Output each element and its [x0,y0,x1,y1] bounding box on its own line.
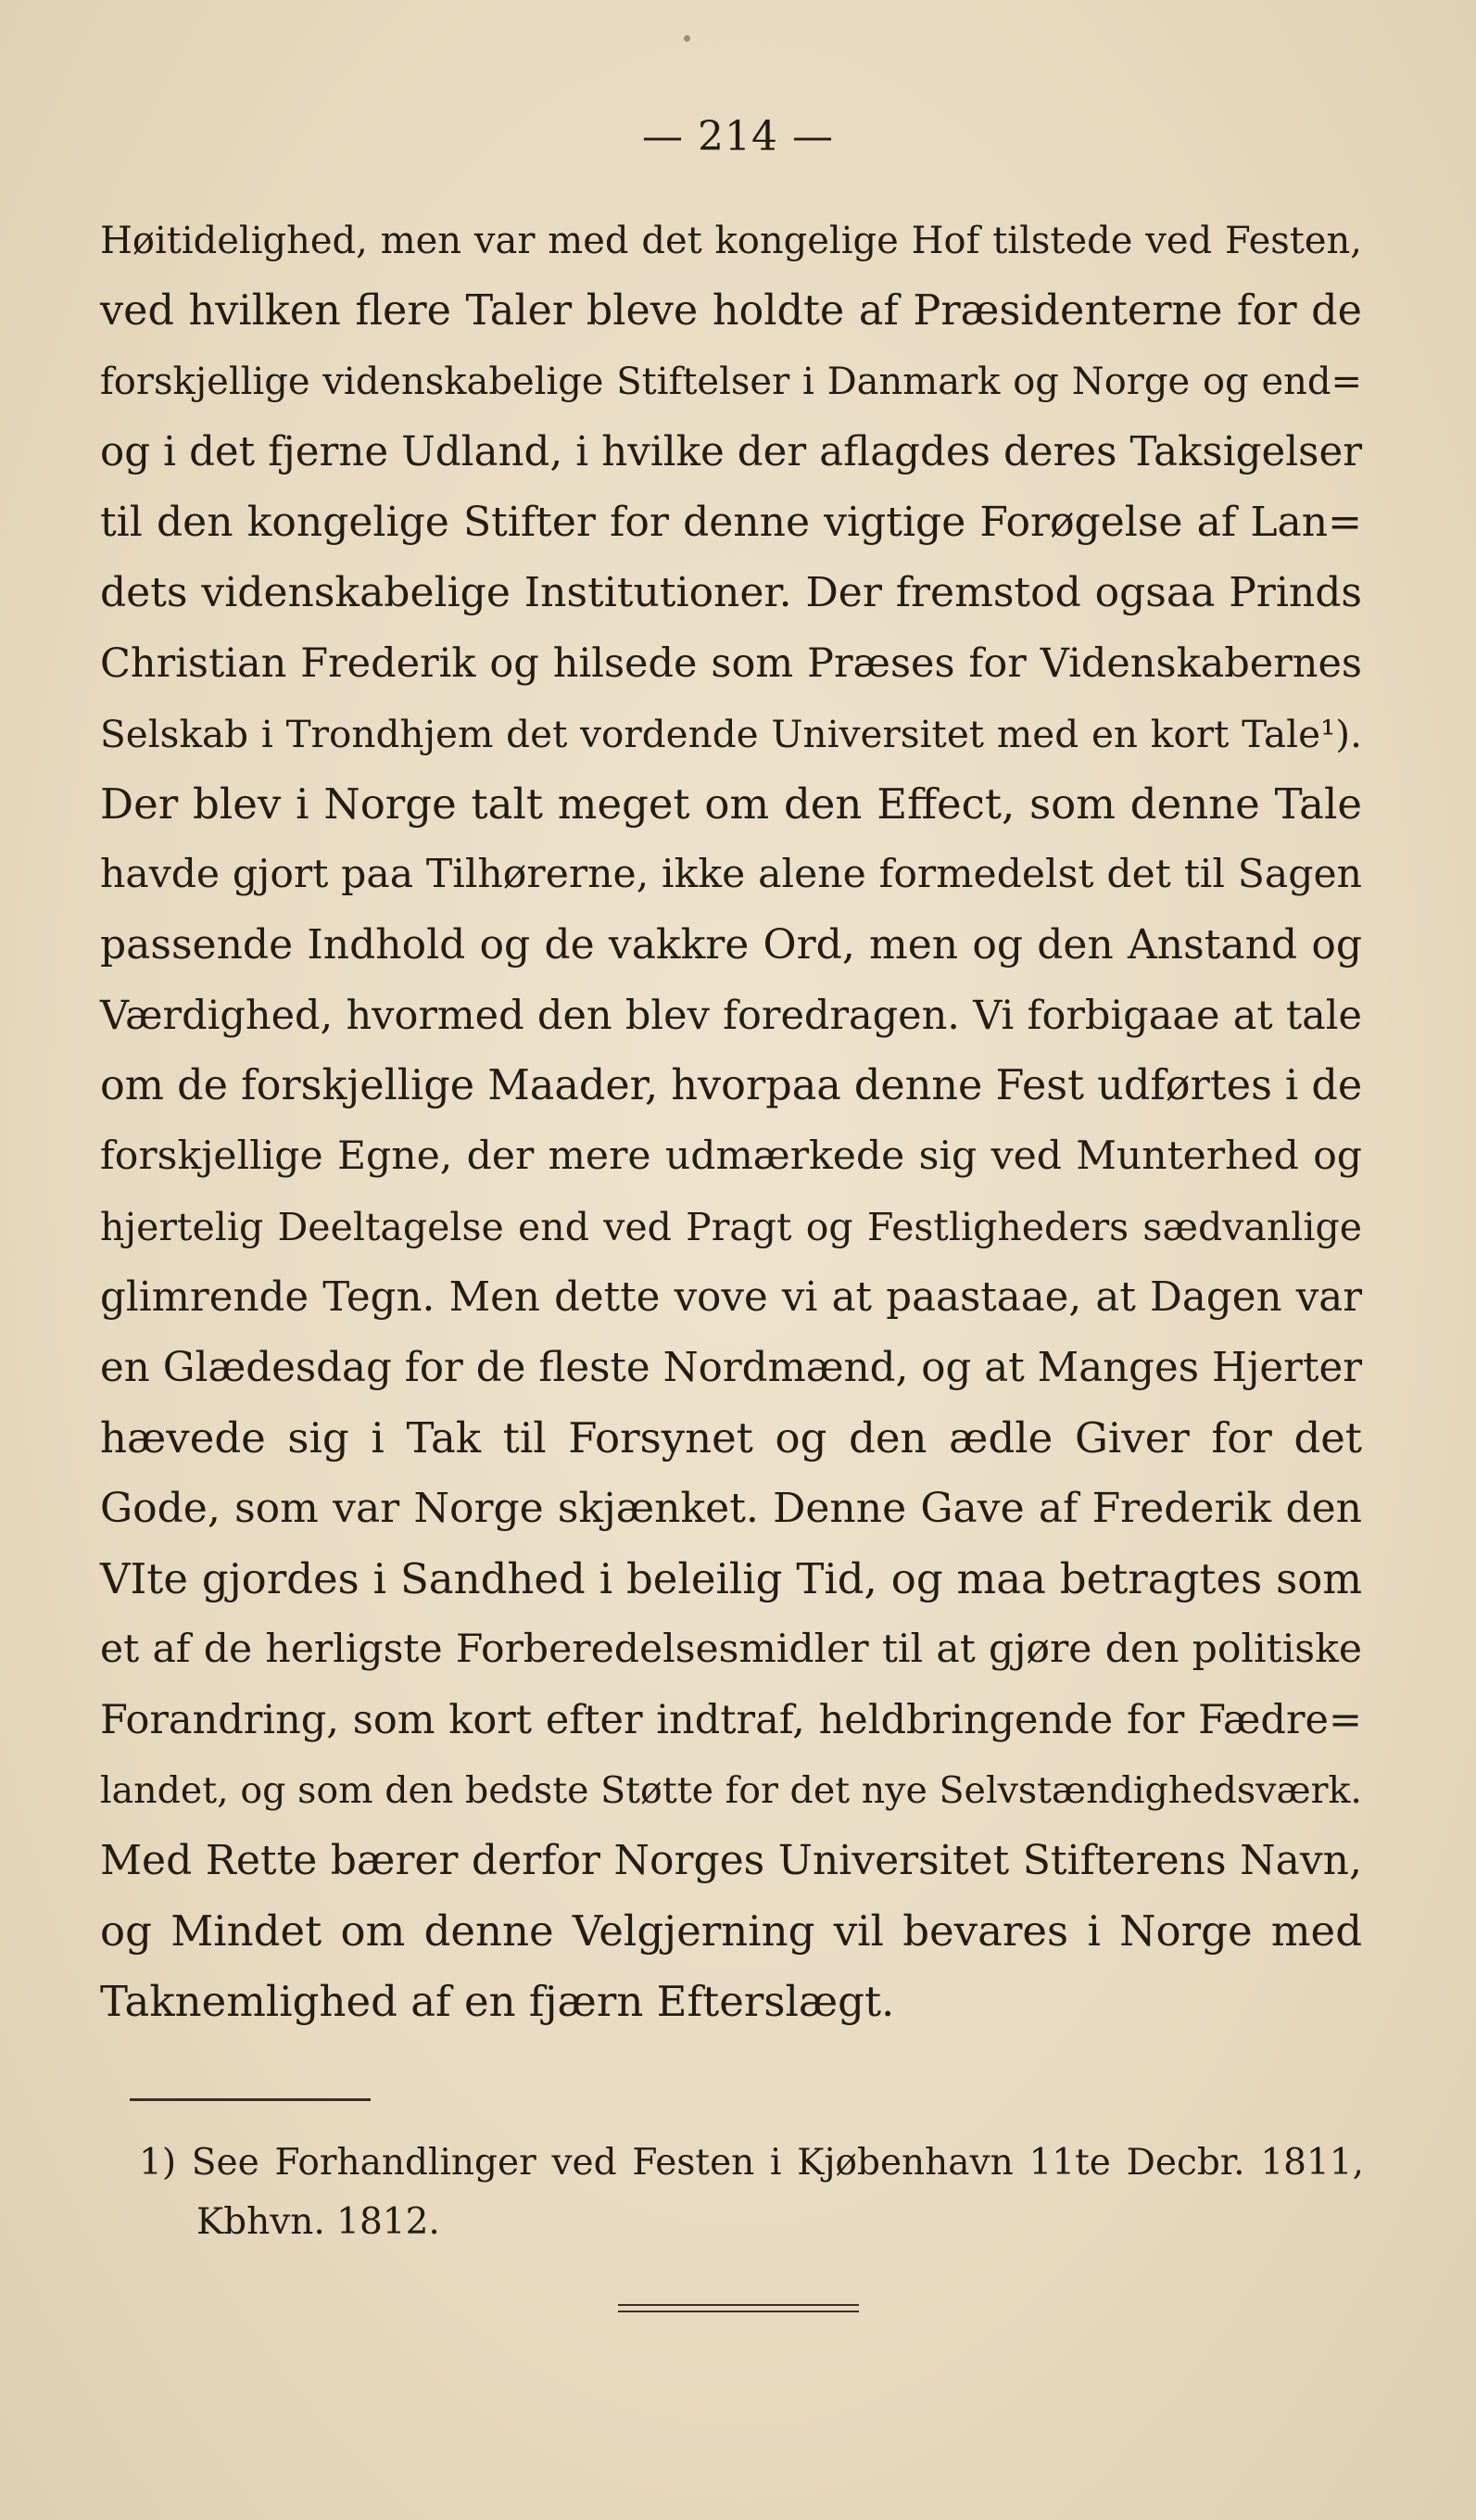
text-line: passende Indhold og de vakkre Ord, men og den Anstand og [100,921,1362,969]
footnote-line: Kbhvn. 1812. [196,2201,440,2243]
text-line: landet, og som den bedste Støtte for det nye Selvstændighedsværk. [100,1769,1362,1812]
text-line: ved hvilken flere Taler bleve holdte af Præsidenterne for de [100,287,1362,335]
text-line: og i det fjerne Udland, i hvilke der aflagdes deres Taksigelser [100,429,1362,475]
text-line: til den kongelige Stifter for denne vigtige Forøgelse af Lan= [100,499,1362,546]
text-line: hævede sig i Tak til Forsynet og den ædle Giver for det [100,1413,1362,1463]
text-line: havde gjort paa Tilhørerne, ikke alene formedelst det til Sagen [100,852,1362,897]
text-line: en Glædesdag for de fleste Nordmænd, og at Manges Hjerter [100,1345,1362,1391]
footnote-separator [130,2098,371,2101]
text-line: Christian Frederik og hilsede som Præses for Videnskabernes [100,640,1362,687]
text-line: forskjellige Egne, der mere udmærkede sig ved Munterhed og [100,1133,1362,1179]
end-rule [618,2304,859,2312]
text-line: Der blev i Norge talt meget om den Effect, som denne Tale [100,779,1362,829]
text-line: Forandring, som kort efter indtraf, heldbringende for Fædre= [100,1697,1362,1743]
text-line-last: Taknemlighed af en fjærn Efterslægt. [100,1977,895,2026]
page-number: — 214 — [642,113,834,160]
text-line: hjertelig Deeltagelse end ved Pragt og Festligheders sædvanlige [100,1205,1362,1249]
footnote-line: 1) See Forhandlinger ved Festen i Kjøbenhavn 11te Decbr. 1811, [139,2142,1364,2184]
text-line: Værdighed, hvormed den blev foredragen. Vi forbigaae at tale [100,993,1362,1039]
text-line: et af de herligste Forberedelsesmidler til at gjøre den politiske [100,1627,1362,1672]
paper-speck [684,35,690,42]
text-line: VIte gjordes i Sandhed i beleilig Tid, og maa betragtes som [100,1554,1362,1603]
text-line: Med Rette bærer derfor Norges Universitet Stifterens Navn, [100,1837,1362,1884]
text-line: dets videnskabelige Institutioner. Der fremstod ogsaa Prinds [100,569,1362,616]
text-line: Selskab i Trondhjem det vordende Universitet med en kort Tale¹). [100,712,1362,756]
text-line: om de forskjellige Maader, hvorpaa denne Fest udførtes i de [100,1062,1363,1109]
text-line: og Mindet om denne Velgjerning vil bevares i Norge med [100,1906,1362,1956]
text-line: Høitidelighed, men var med det kongelige Hof tilstede ved Festen, [100,220,1362,262]
text-line: Gode, som var Norge skjænket. Denne Gave af Frederik den [100,1485,1362,1532]
footnote [139,2134,1364,2252]
text-line: glimrende Tegn. Men dette vove vi at paastaae, at Dagen var [100,1274,1362,1321]
text-line: forskjellige videnskabelige Stiftelser i Danmark og Norge og end= [100,361,1362,403]
body-text [100,206,1362,2037]
